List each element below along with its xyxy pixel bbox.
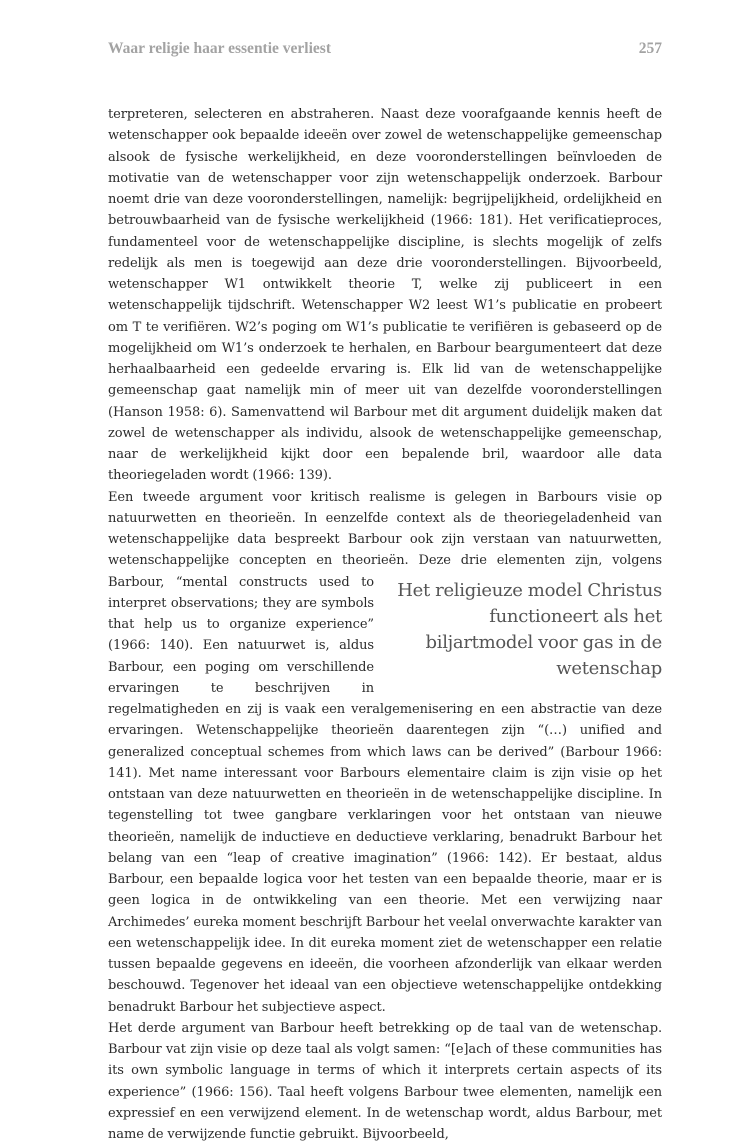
running-head [108, 40, 662, 64]
paragraph-1: terpreteren, selecteren en abstraheren. Naast deze voorafgaande kennis heeft de wetenschapper ook bepaalde ideeën over zowel de wetenschappelijke gemeenschap alsook de fysische werkelijkheid, en deze vooronderstellingen beïnvloeden de motivatie van de wetenschapper voor zijn wetenschappelijk onderzoek. Barbour noemt drie van deze vooronderstellingen, namelijk: begrijpelijkheid, ordelijkheid en betrouwbaarheid van de fysische werkelijkheid (1966: 181). Het verificatieproces, fundamenteel voor de wetenschappelijke discipline, is slechts mogelijk of zelfs redelijk als men is toegewijd aan deze drie vooronderstellingen. Bijvoorbeeld, wetenschapper W1 ontwikkelt theorie T, welke zij publiceert in een wetenschappelijk tijdschrift. Wetenschapper W2 leest W1’s publicatie en probeert om T te verifiëren. W2’s poging om W1’s publicatie te verifiëren is gebaseerd op de mogelijkheid om W1’s onderzoek te herhalen, en Barbour beargumenteert dat deze herhaalbaarheid een gedeelde ervaring is. Elk lid van de wetenschappelijke gemeenschap gaat namelijk min of meer uit van dezelfde vooronderstellingen (Hanson 1958: 6). Samenvattend wil Barbour met dit argument duidelijk maken dat zowel de wetenschapper als individu, alsook de wetenschappelijke gemeenschap, naar de werkelijkheid kijkt door een bepalende bril, waardoor alle data theoriegeladen wordt (1966: 139). [108, 107, 662, 484]
paragraph-3: Het derde argument van Barbour heeft betrekking op de taal van de wetenschap. Barbour vat zijn visie op deze taal als volgt samen: “[e]ach of these communities has its own symbolic language in terms of which it interprets certain aspects of its experience” (1966: 156). Taal heeft volgens Barbour twee elementen, namelijk een expressief en een verwijzend element. In de wetenschap wordt, aldus Barbour, met name de verwijzende functie gebruikt. Bijvoorbeeld, [108, 1020, 662, 1142]
page-number: 257 [638, 40, 662, 57]
paragraph-2 [108, 487, 662, 1018]
body-text [108, 104, 662, 1145]
pull-quote: Het religieuze model Christus functioneert als het biljartmodel voor gas in de wetenschap [397, 579, 662, 679]
paragraph-2-part-a: Een tweede argument voor kritisch realisme is gelegen in Barbours visie op natuurwetten en theorieën. In eenzelfde context als de theoriegeladenheid van wetenschappelijke data bespreekt Barbour ook zijn verstaan van natuurwetten, wetenschappelijke concepten en theorieën. Deze [108, 489, 662, 569]
paragraph-2-part-b: drie elementen zijn, volgens Barbour, “mental constructs used to interpret observations; they are symbols that help us to organize experience” (1966: 140). Een natuurwet is, aldus Barbour, een poging om verschillende ervaringen te beschrijven in regelmatigheden en zij is vaak een veralgemenisering en een abstractie van deze ervaringen. Wetenschappelijke theorieën daarentegen zijn “(…) unified and generalized conceptual schemes from which laws can be derived” (Barbour 1966: 141). Met name interessant voor Barbours elementaire claim is zijn visie op het ontstaan van deze natuurwetten en theorieën in de wetenschappelijke discipline. In tegenstelling tot twee gangbare verklaringen voor het ontstaan van nieuwe theorieën, namelijk de inductieve en deductieve verklaring, benadrukt Barbour het belang van een “leap of creative imagination” (1966: 142). Er bestaat, aldus Barbour, een bepaalde logica voor het testen van een bepaalde theorie, maar er is geen logica in de ontwikkeling van een theorie. Met een verwijzing naar Archimedes’ eureka moment beschrijft Barbour het veelal onverwachte karakter van een wetenschappelijk idee. In dit eureka moment ziet de wetenschapper een relatie tussen bepaalde gegevens en ideeën, die voorheen afzonderlijk van elkaar werden beschouwd. Tegenover het ideaal van een objectieve wetenschappelijke ontdekking benadrukt Barbour het subjectieve aspect. [108, 553, 662, 1015]
running-title: Waar religie haar essentie verliest [108, 40, 331, 57]
